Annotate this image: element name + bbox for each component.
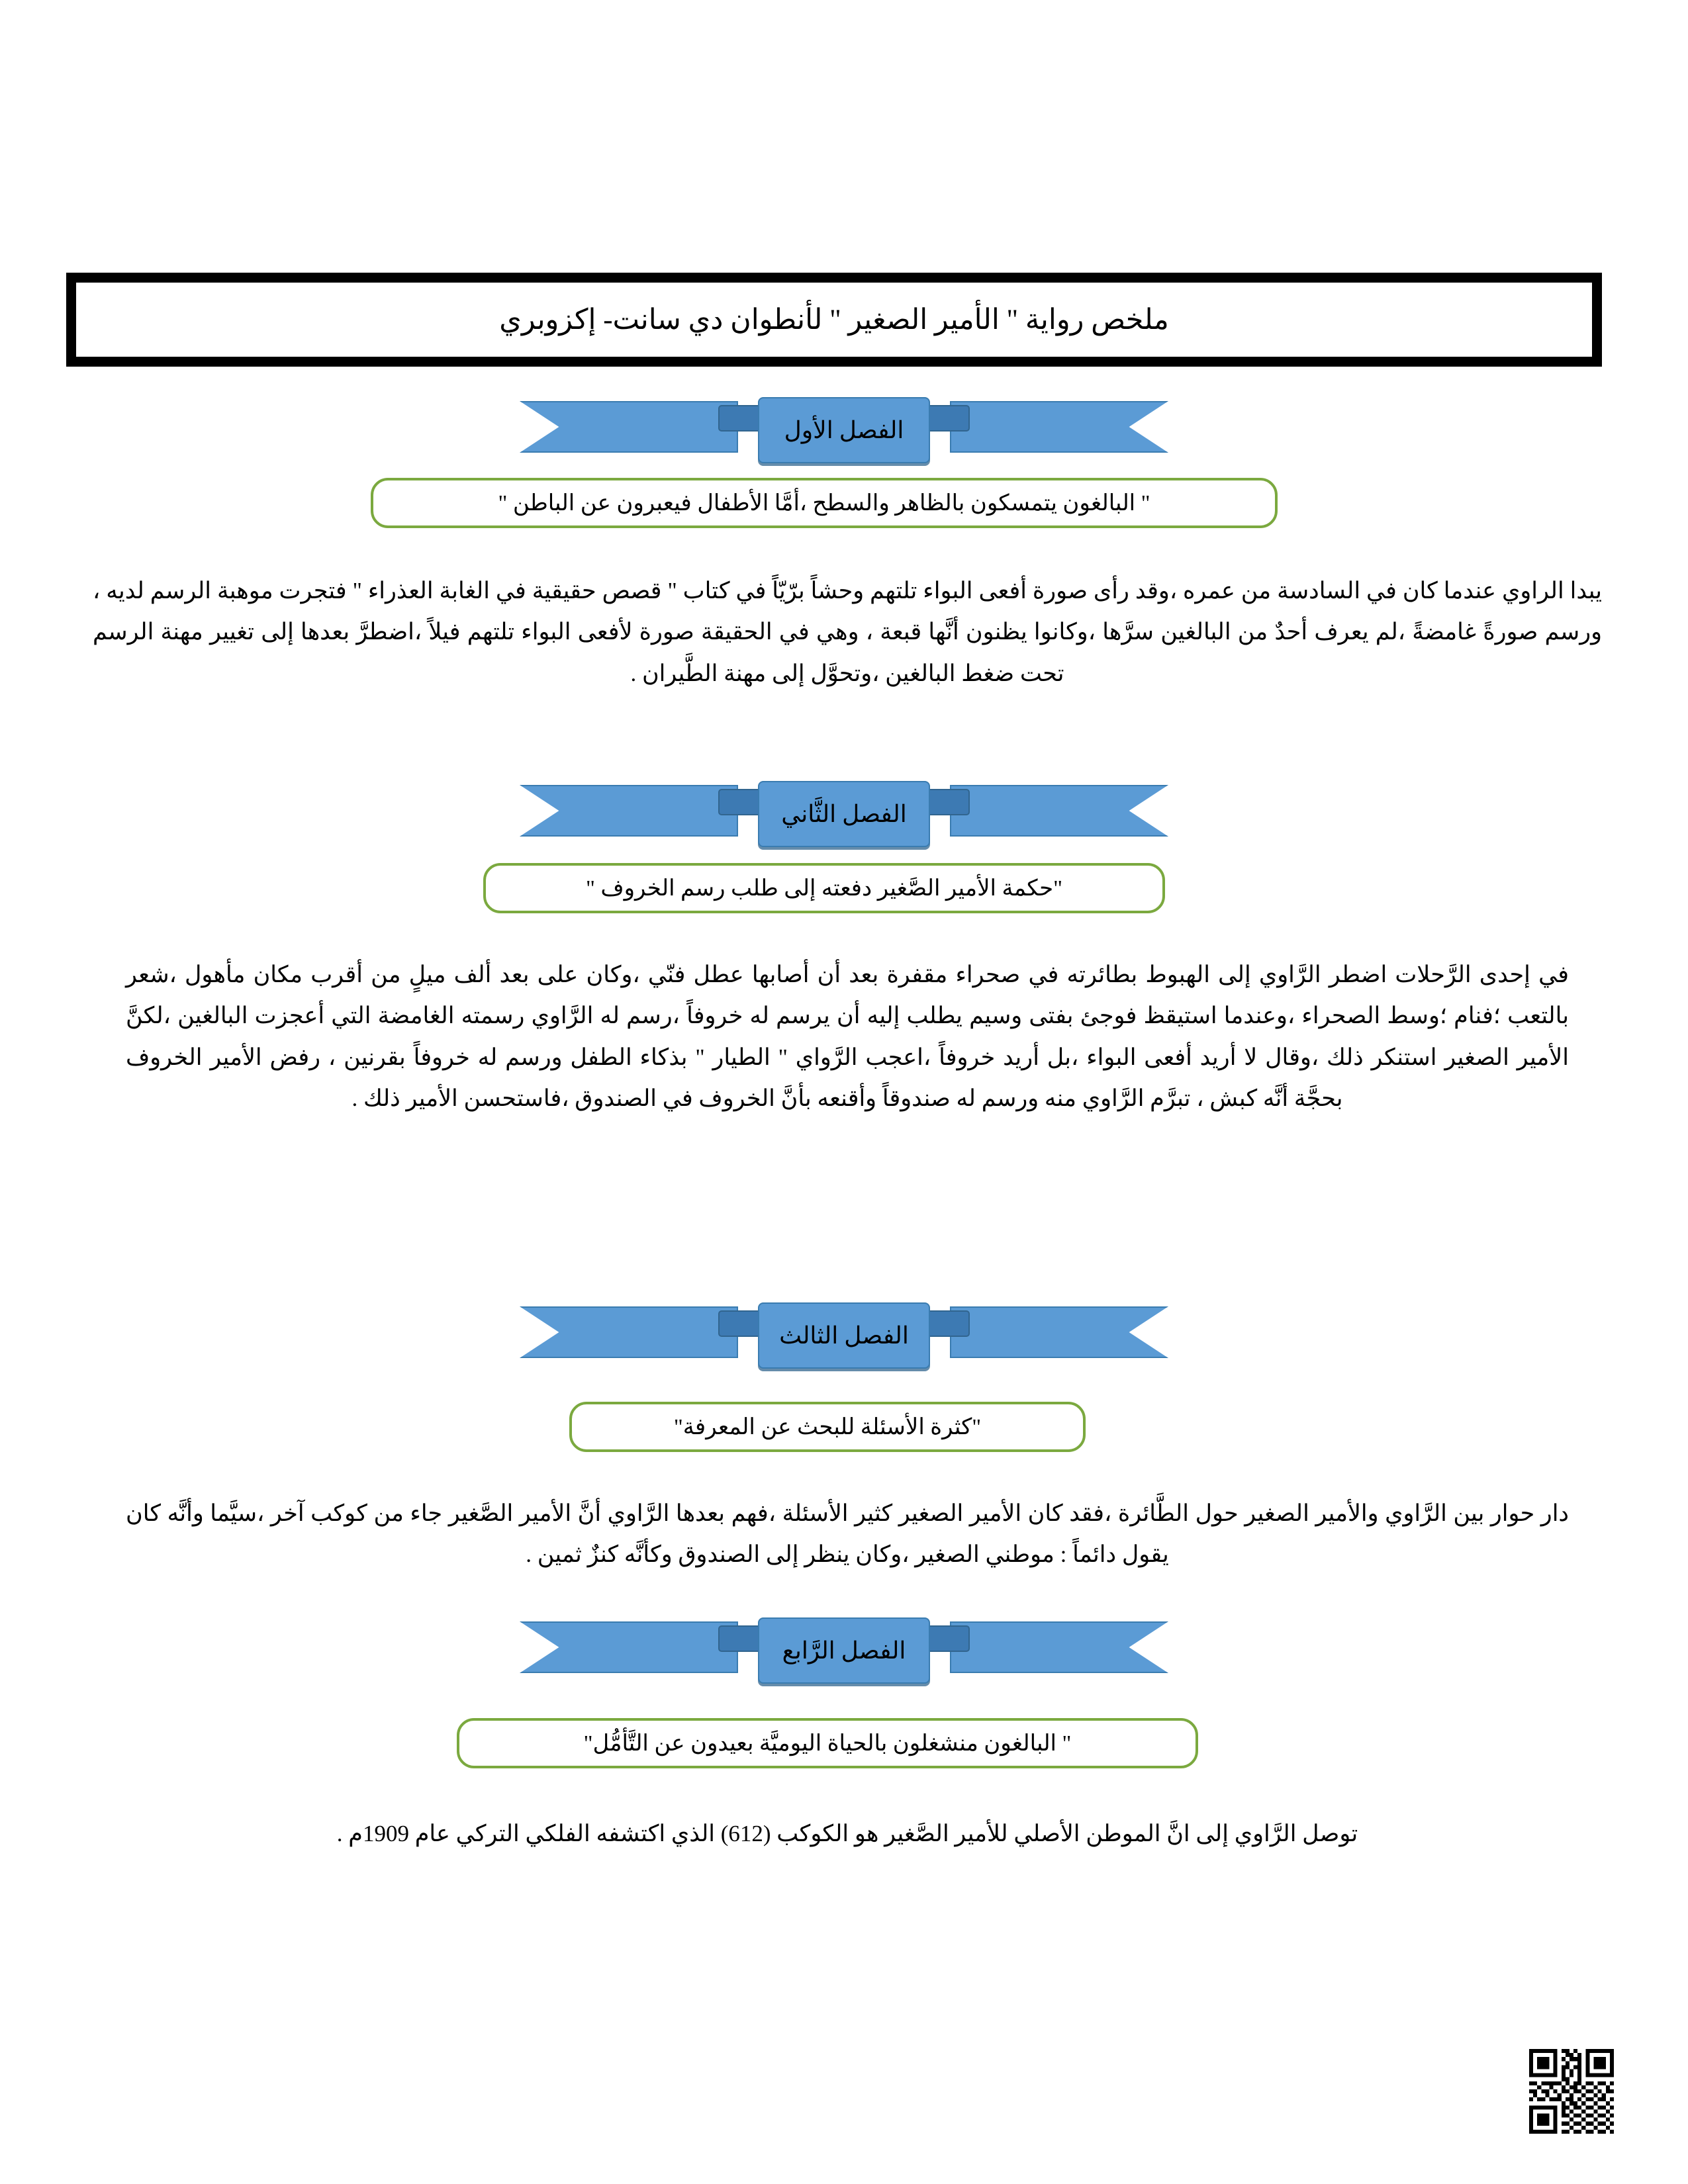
chapter-body-2: في إحدى الرَّحلات اضطر الرَّاوي إلى الهبوط بطائرته في صحراء مقفرة بعد أن أصابها عطل فنّي ،وكان على بعد ألف ميلٍ من أقرب مكان مأهول ،شعر بالتعب ؛فنام ؛وسط الصحراء ،وعندما استيقظ فوجئ بفتى وسيم يطلب إليه أن يرسم له خروفاً ،رسم له الرَّاوي رسمته الغامضة التي أعجزت البالغين ،لكنَّ الأمير الصغير استنكر ذلك ،وقال لا أريد أفعى البواء ،بل أريد خروفاً ،اعجب الرَّواي " الطيار " بذكاء الطفل ورسم له خروفاً بقرنين ، رفض الأمير الخروف بحجَّة أنَّه كبش ، تبرَّم الرَّاوي منه ورسم له صندوقاً وأقنعه بأنَّ الخروف في الصندوق ،فاستحسن الأمير ذلك . xyxy=(126,962,1569,1111)
ribbon-center-4 xyxy=(758,1617,930,1684)
chapter-banner-2 xyxy=(520,773,1168,847)
ribbon-center-3 xyxy=(758,1302,930,1369)
ribbon-fold-left-2 xyxy=(718,789,762,815)
page-title: ملخص رواية " الأمير الصغير " لأنطوان دي سانت- إكزوبري xyxy=(499,304,1169,336)
ribbon-wing-left-1 xyxy=(520,401,738,453)
chapter-body-4: توصل الرَّاوي إلى انَّ الموطن الأصلي للأمير الصَّغير هو الكوكب (612) الذي اكتشفه الفلكي التركي عام 1909م . xyxy=(336,1821,1358,1846)
chapter-banner-3 xyxy=(520,1295,1168,1369)
chapter-title-3: الفصل الثالث xyxy=(779,1322,909,1349)
document-title-box xyxy=(66,273,1602,367)
ribbon-fold-right-1 xyxy=(926,405,970,432)
ribbon-fold-right-4 xyxy=(926,1625,970,1652)
ribbon-fold-left-3 xyxy=(718,1310,762,1337)
qr-code xyxy=(1529,2049,1614,2134)
qr-code-image xyxy=(1529,2049,1614,2134)
chapter-body-3: دار حوار بين الرَّاوي والأمير الصغير حول الطَّائرة ،فقد كان الأمير الصغير كثير الأسئلة ،فهم بعدها الرَّاوي أنَّ الأمير الصَّغير جاء من كوكب آخر ،سيَّما وأنَّه كان يقول دائماً : موطني الصغير ،وكان ينظر إلى الصندوق وكأنَّه كنزٌ ثمين . xyxy=(126,1500,1569,1568)
chapter-banner-1 xyxy=(520,389,1168,463)
ribbon-center-1 xyxy=(758,397,930,463)
chapter-title-1: الفصل الأول xyxy=(784,417,904,443)
ribbon-wing-right-1 xyxy=(950,401,1168,453)
chapter-banner-4 xyxy=(520,1610,1168,1684)
ribbon-center-2 xyxy=(758,781,930,847)
chapter-quote-text-2: "حكمة الأمير الصَّغير دفعته إلى طلب رسم الخروف " xyxy=(585,876,1063,901)
chapter-quote-text-3: "كثرة الأسئلة للبحث عن المعرفة" xyxy=(673,1415,982,1439)
ribbon-wing-left-2 xyxy=(520,785,738,837)
chapter-title-2: الفصل الثَّاني xyxy=(781,801,907,827)
chapter-quote-1 xyxy=(371,478,1278,528)
document-title-inner xyxy=(73,279,1595,360)
ribbon-wing-right-4 xyxy=(950,1621,1168,1673)
ribbon-fold-left-1 xyxy=(718,405,762,432)
chapter-quote-3 xyxy=(569,1402,1086,1452)
ribbon-fold-right-3 xyxy=(926,1310,970,1337)
chapter-quote-text-1: " البالغون يتمسكون بالظاهر والسطح ،أمَّا الأطفال فيعبرون عن الباطن " xyxy=(498,491,1150,516)
ribbon-wing-right-3 xyxy=(950,1306,1168,1358)
chapter-body-1: يبدا الراوي عندما كان في السادسة من عمره ،وقد رأى صورة أفعى البواء تلتهم وحشاً برّيّاً في كتاب " قصص حقيقية في الغابة العذراء " فتجرت موهبة الرسم لديه ، ورسم صورةً غامضةً ،لم يعرف أحدٌ من البالغين سرَّها ،وكانوا يظنون أنَّها قبعة ، وهي في الحقيقة صورة لأفعى البواء تلتهم فيلاً ،اضطرَّ بعدها إلى تغيير مهنة الرسم تحت ضغط البالغين ،وتحوَّل إلى مهنة الطَّيران . xyxy=(93,578,1602,686)
chapter-title-4: الفصل الرَّابع xyxy=(782,1637,906,1664)
ribbon-wing-right-2 xyxy=(950,785,1168,837)
ribbon-fold-left-4 xyxy=(718,1625,762,1652)
ribbon-wing-left-3 xyxy=(520,1306,738,1358)
chapter-quote-4 xyxy=(457,1718,1198,1768)
chapter-quote-text-4: " البالغون منشغلون بالحياة اليوميَّة بعيدون عن التَّأمُّل" xyxy=(583,1731,1072,1756)
ribbon-fold-right-2 xyxy=(926,789,970,815)
ribbon-wing-left-4 xyxy=(520,1621,738,1673)
chapter-quote-2 xyxy=(483,863,1165,913)
